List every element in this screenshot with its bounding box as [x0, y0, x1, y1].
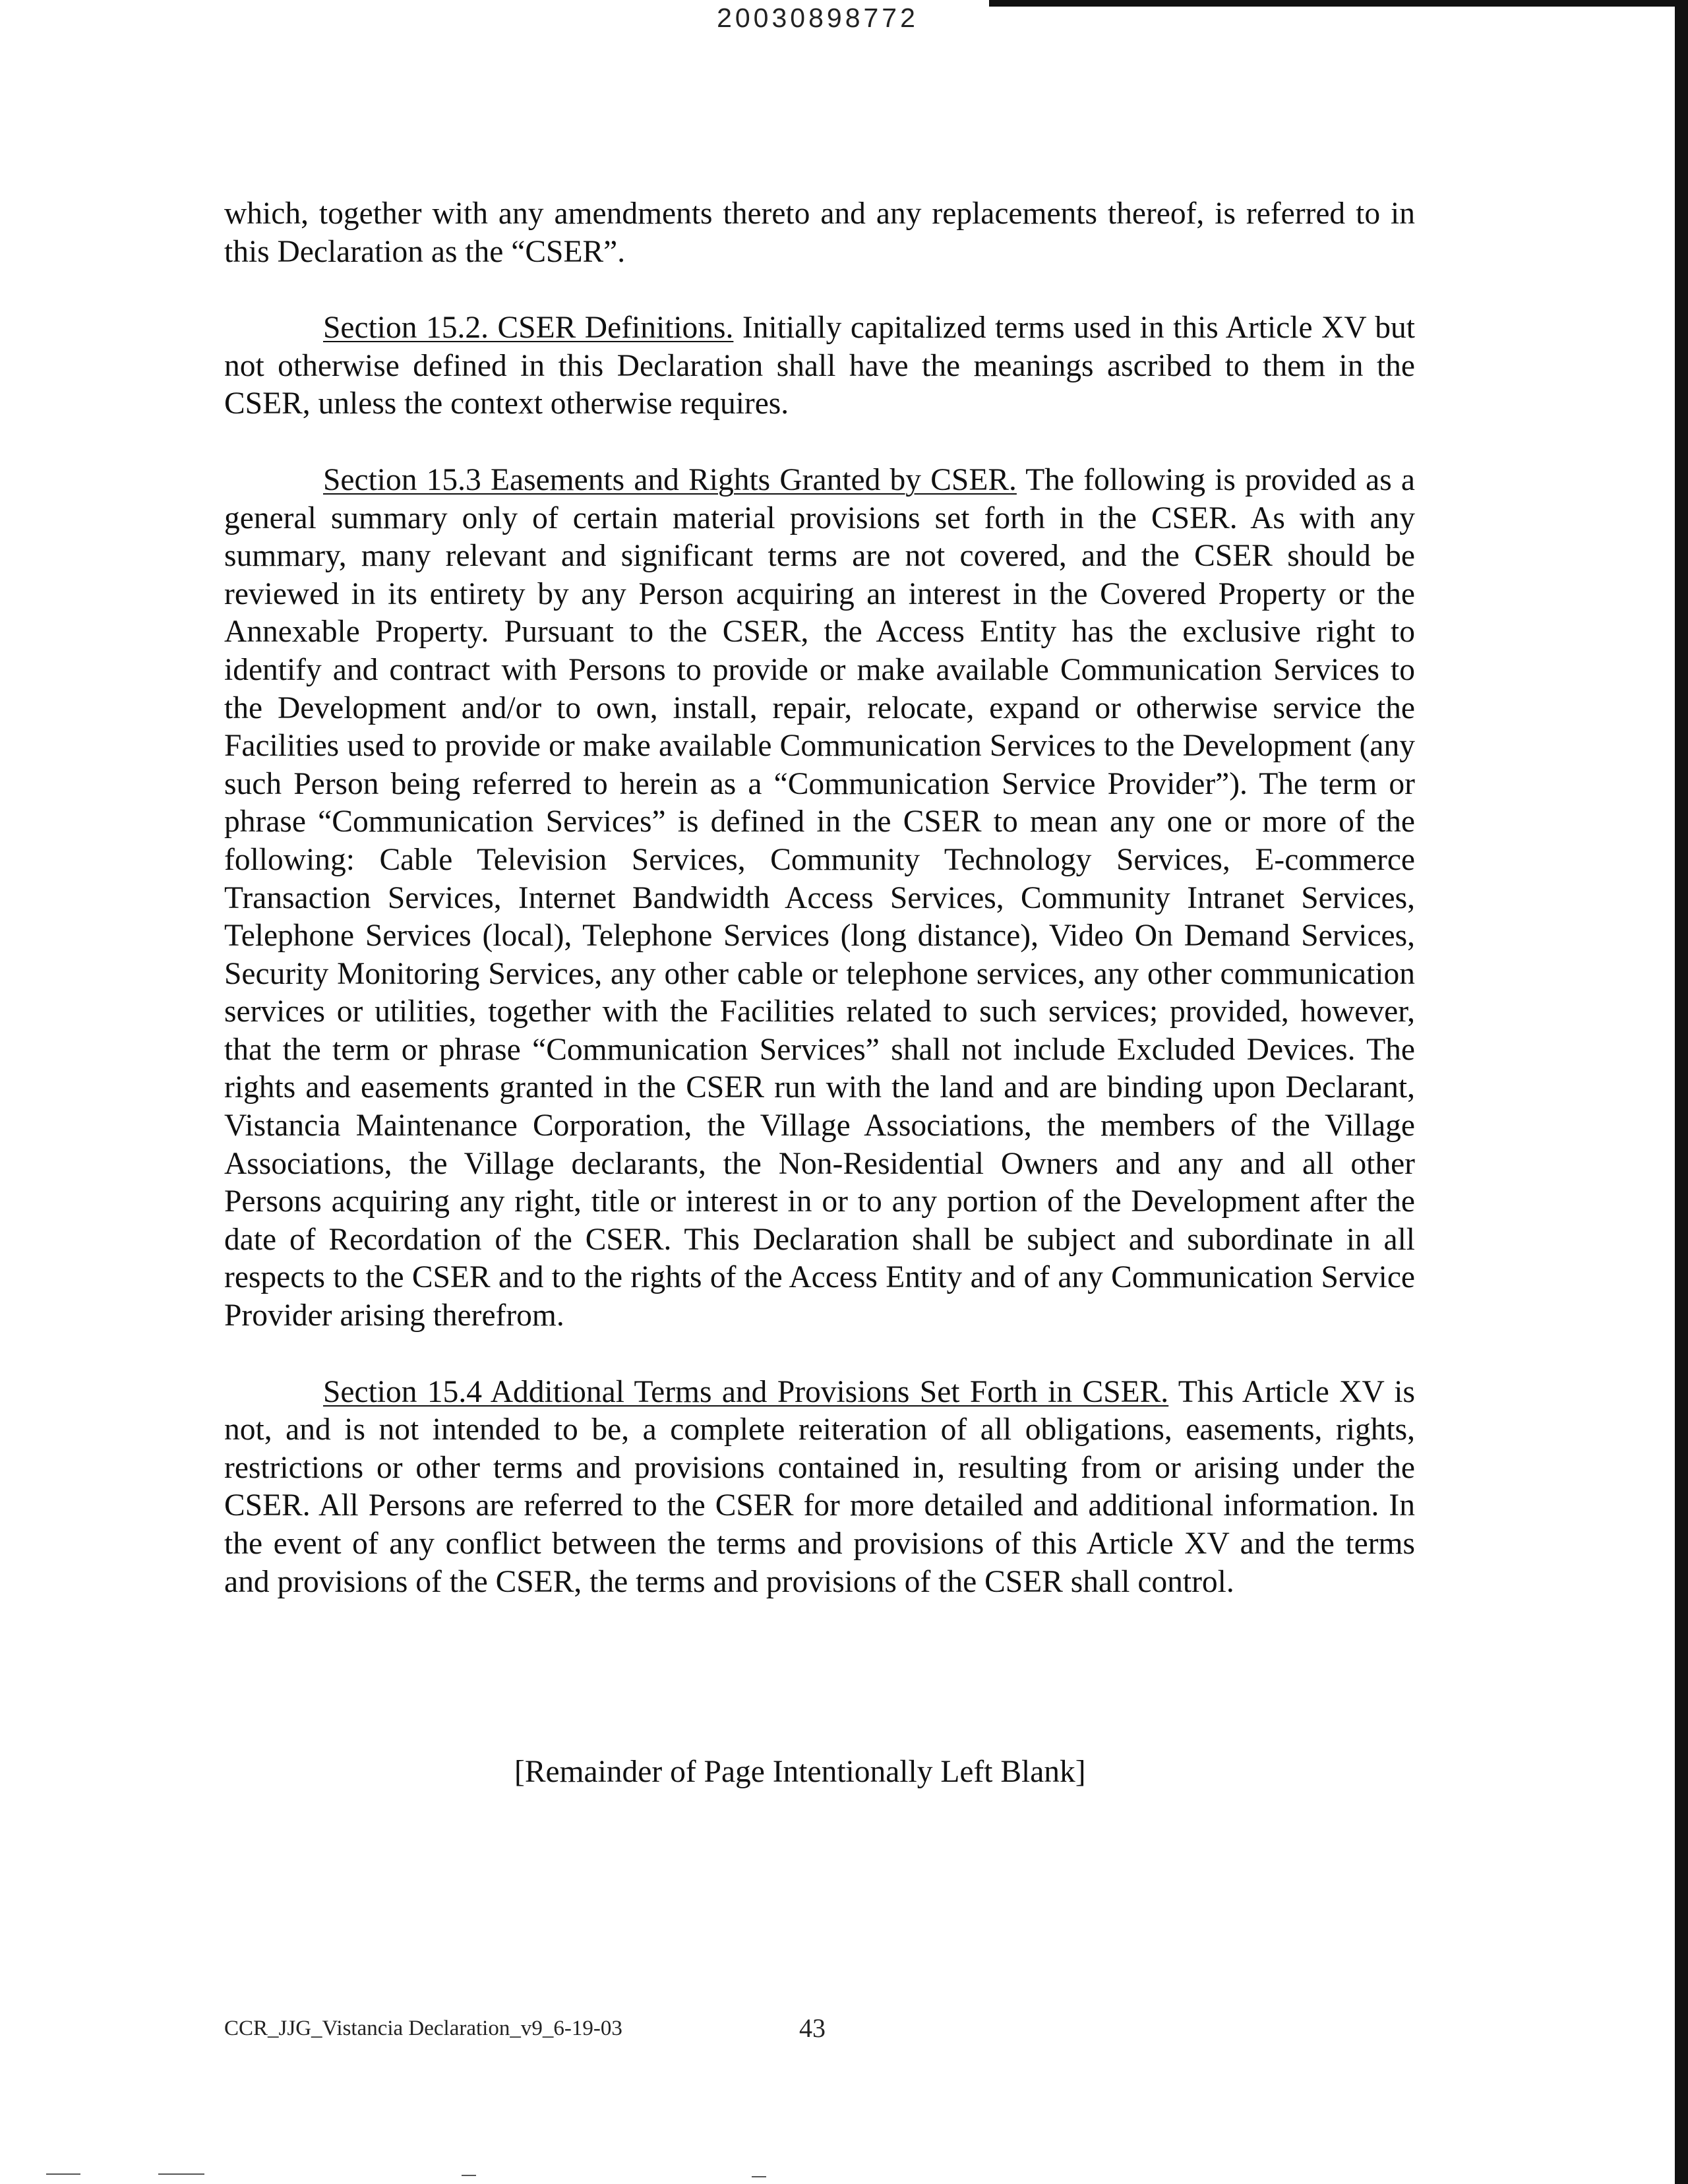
section-15-3-text: The following is provided as a general summary only of certain material provisions set forth in the CSER. As with any summary, many relevant and significant terms are not covered, and the CSER should be reviewed in its entirety by any Person acquiring an interest in the Covered Property or the Annexable Property. Pursuant to the CSER, the Access Entity has the exclusive right to identify and contract with Persons to provide or make available Communication Services to the Development and/or to own, install, repair, relocate, expand or otherwise service the Facilities used to provide or make available Communication Services to the Development (any such Person being referred to herein as a “Communication Service Provider”). The term or phrase “Communication Services” is defined in the CSER to mean any one or more of the following: Cable Television Services, Community Technology Services, E-commerce Transaction Services, Internet Bandwidth Access Services, Community Intranet Services, Telephone Services (local), Telephone Services (long distance), Video On Demand Services, Security Monitoring Services, any other cable or telephone services, any other communication services or utilities, together with the Facilities related to such services; provided, however, that the term or phrase “Communication Services” shall not include Excluded Devices. The rights and easements granted in the CSER run with the land and are binding upon Declarant, Vistancia Maintenance Corporation, the Village Associations, the members of the Village Associations, the Village declarants, the Non-Residential Owners and any and all other Persons acquiring any right, title or interest in or to any portion of the Development after the date of Recordation of the CSER. This Declaration shall be subject and subordinate in all respects to the CSER and to the rights of the Access Entity and of any Communication Service Provider arising therefrom. — [224, 462, 1415, 1333]
document-number: 20030898772 — [717, 3, 919, 33]
footer-file-name: CCR_JJG_Vistancia Declaration_v9_6-19-03 — [224, 2017, 622, 2040]
scan-speck — [158, 2173, 204, 2175]
scan-speck — [752, 2176, 766, 2177]
section-15-2 — [224, 309, 1415, 423]
section-15-3 — [224, 462, 1415, 1335]
section-15-4-heading: Section 15.4 Additional Terms and Provisions Set Forth in CSER. — [323, 1374, 1169, 1409]
section-15-3-heading: Section 15.3 Easements and Rights Granted by CSER. — [323, 462, 1017, 497]
scan-speck — [462, 2175, 476, 2176]
document-body — [224, 195, 1415, 1639]
remainder-blank-note: [Remainder of Page Intentionally Left Blank] — [514, 1755, 1086, 1789]
section-15-2-heading: Section 15.2. CSER Definitions. — [323, 311, 734, 346]
section-15-4-text: This Article XV is not, and is not intended to be, a complete reiteration of all obligations, easements, rights, restrictions or other terms and provisions contained in, resulting from or arising under the CSER. All Persons are referred to the CSER for more detailed and additional information. In the event of any conflict between the terms and provisions of this Article XV and the terms and provisions of the CSER, the terms and provisions of the CSER shall control. — [224, 1374, 1415, 1599]
section-15-4 — [224, 1374, 1415, 1602]
right-scan-edge — [1675, 0, 1688, 2184]
scan-speck — [46, 2173, 80, 2175]
section-15-2-text: Initially capitalized terms used in this Article XV but not otherwise defined in this Declaration shall have the meanings ascribed to them in the CSER, unless the context otherwise requires. — [224, 311, 1416, 421]
paragraph-continuation: which, together with any amendments thereto and any replacements thereof, is referred to in this Declaration as the “CSER”. — [224, 197, 1415, 269]
footer-page-number: 43 — [799, 2013, 826, 2043]
